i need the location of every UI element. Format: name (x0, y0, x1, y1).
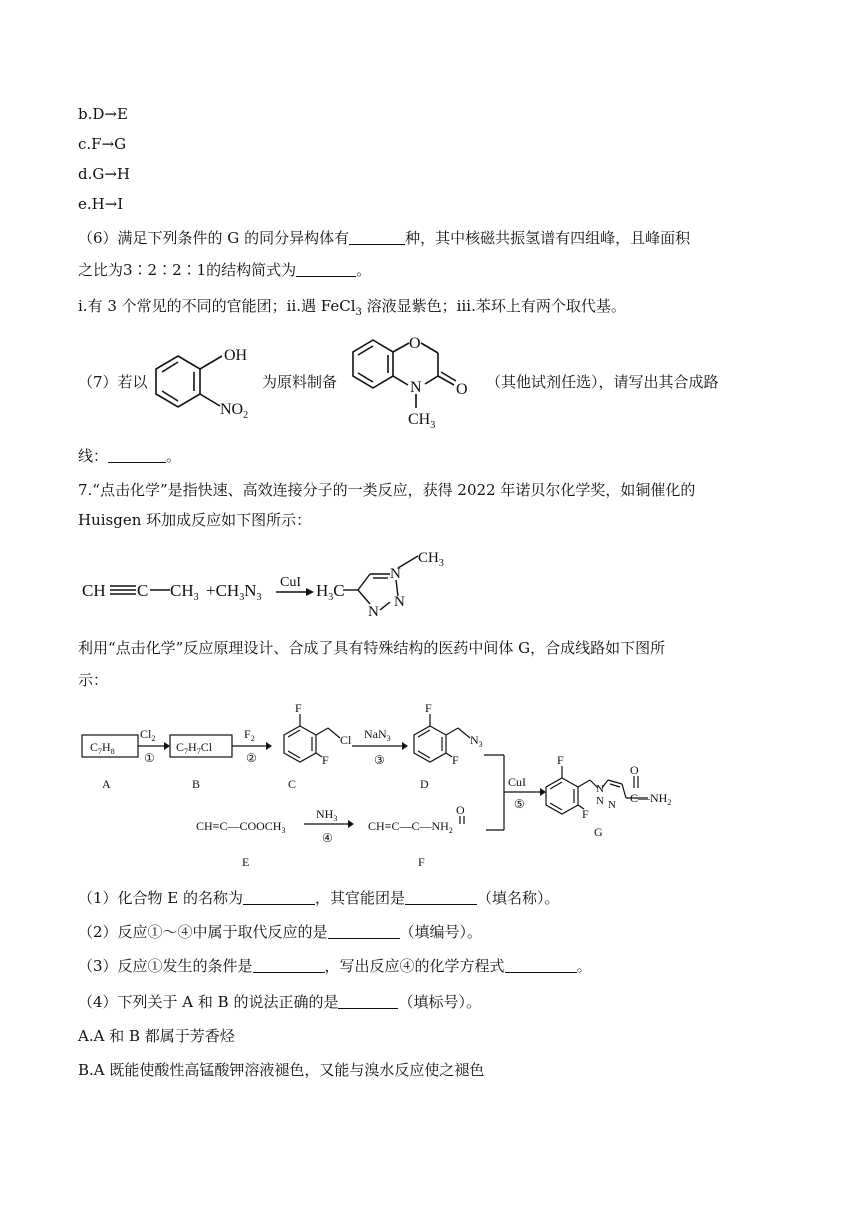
b-s2: 7 (196, 747, 201, 756)
product-structure (348, 330, 478, 436)
q6-cond-sub: 3 (355, 307, 362, 318)
step-3: ③ (374, 753, 385, 767)
q6-conditions (78, 296, 626, 323)
hg-arrowhead (306, 588, 314, 596)
q3-a: （3）反应①发生的条件是 (78, 957, 253, 975)
q2 (78, 922, 482, 942)
p7-route-1: 利用“点击化学”反应原理设计、合成了具有特殊结构的医药中间体 G，合成线路如下图所 (78, 639, 666, 657)
q3-c: 。 (576, 957, 592, 975)
q7-text-end: 。 (166, 447, 182, 465)
box-B (176, 740, 213, 756)
hg-plus: +CH (206, 581, 240, 600)
d-n3 (470, 733, 483, 749)
option-e: e.H→I (78, 195, 124, 213)
q2-blank (328, 924, 400, 939)
q6-cond-tail: 溶液显紫色；ⅲ.苯环上有两个取代基。 (361, 297, 626, 315)
a-s1: 7 (98, 747, 103, 756)
q6-cond-text: ⅰ.有 3 个常见的不同的官能团；ⅱ.遇 FeCl (78, 297, 356, 315)
step-4: ④ (322, 831, 333, 845)
a-s2: 8 (110, 747, 115, 756)
q1 (78, 888, 560, 908)
g-n2: N (596, 795, 604, 807)
box-A (90, 740, 115, 756)
option-A: A.A 和 B 都属于芳香烃 (78, 1027, 235, 1045)
oh-label: OH (224, 347, 248, 364)
q4-a: （4）下列关于 A 和 B 的说法正确的是 (78, 993, 339, 1011)
label-B: B (192, 777, 201, 791)
label-C: C (288, 777, 297, 791)
huisgen-reaction (78, 540, 498, 624)
no2-text: NO (220, 401, 244, 418)
label-F: F (418, 855, 425, 869)
q7-prefix: （7）若以 (78, 373, 148, 391)
a-c: C (90, 740, 99, 754)
q7-blank (108, 448, 166, 463)
q6-text-a: （6）满足下列条件的 G 的同分异构体有 (78, 229, 350, 247)
cl2-t: Cl (140, 727, 152, 741)
step-5: ⑤ (514, 797, 525, 811)
hg-h: H (316, 581, 329, 600)
reagent-cui: CuI (508, 775, 526, 789)
option-b: b.D→E (78, 105, 128, 123)
f2-s: 2 (250, 734, 255, 743)
reactant-structure (148, 336, 258, 426)
hg-me-s: 3 (438, 558, 444, 569)
ch3-text: CH (408, 411, 431, 428)
c-f-bottom: F (322, 753, 329, 767)
benzoxazinone-svg (348, 330, 478, 432)
option-d: d.G→H (78, 165, 131, 183)
q4-b: （填标号）。 (398, 993, 481, 1011)
option-B: B.A 既能使酸性高锰酸钾溶液褪色，又能与溴水反应使之褪色 (78, 1061, 485, 1079)
label-G: G (594, 825, 603, 839)
f-sub: 2 (448, 826, 453, 835)
hg-ch3 (170, 581, 199, 603)
q3 (78, 956, 592, 976)
hg-c: C (137, 581, 149, 600)
nitrophenol-svg (148, 336, 258, 422)
keto-o-label: O (456, 381, 468, 398)
hg-n: N (244, 581, 257, 600)
reagent-cl2 (140, 727, 155, 743)
q1-blank2 (405, 890, 477, 905)
hg-ch3-s: 3 (193, 592, 199, 603)
q1-blank1 (243, 890, 315, 905)
f2-t: F (244, 727, 251, 741)
g-n3: N (608, 799, 616, 811)
q7-line2 (78, 446, 181, 466)
q7-suffix: （其他试剂任选），请写出其合成路 (486, 373, 719, 391)
nan3-s: 3 (386, 734, 391, 743)
q6-line1 (78, 228, 690, 248)
hg-c2: C (333, 581, 345, 600)
nan3-t: NaN (364, 727, 387, 741)
reagent-nan3 (364, 727, 391, 743)
g-f-top: F (557, 753, 564, 767)
option-c: c.F→G (78, 135, 127, 153)
cl2-s: 2 (151, 734, 156, 743)
d-f-bottom: F (452, 753, 459, 767)
b-s1: 7 (184, 747, 189, 756)
synthesis-scheme (78, 700, 718, 884)
hg-me (418, 550, 444, 569)
hg-mea-s: 3 (239, 592, 245, 603)
hg-n3: N (368, 604, 379, 620)
q4-blank (338, 994, 398, 1009)
g-tail: C—NH (630, 791, 668, 805)
ch3-label (408, 411, 435, 431)
g-n1: N (596, 783, 604, 795)
label-D: D (420, 777, 429, 791)
q7-text-line: 线： (78, 447, 109, 465)
q6-blank2 (296, 262, 356, 277)
hg-h-s: 3 (328, 592, 334, 603)
q1-a: （1）化合物 E 的名称为 (78, 889, 244, 907)
d-n3-t: N (470, 733, 479, 747)
compound-F (368, 819, 453, 835)
g-amide (630, 791, 671, 807)
label-A: A (102, 777, 111, 791)
hg-n2: N (394, 594, 405, 610)
hg-me-t: CH (418, 550, 439, 566)
c-f-top: F (295, 701, 302, 715)
q3-blank1 (253, 958, 325, 973)
ch3-sub: 3 (430, 420, 436, 431)
q6-text-b: 种，其中核磁共振氢谱有四组峰，且峰面积 (405, 229, 691, 247)
label-E: E (242, 855, 250, 869)
e-text: CH≡C—COOCH (196, 819, 282, 833)
q3-b: ，写出反应④的化学方程式 (324, 957, 505, 975)
scheme-svg (78, 700, 718, 880)
c-cl: Cl (340, 733, 352, 747)
n-label: N (410, 379, 422, 396)
reagent-f2 (244, 727, 255, 743)
q1-b: ，其官能团是 (315, 889, 406, 907)
d-f-top: F (425, 701, 432, 715)
p7-intro-2: Huisgen 环加成反应如下图所示： (78, 511, 312, 529)
nh3-s: 3 (333, 814, 338, 823)
reagent-nh3 (316, 807, 337, 823)
q4 (78, 992, 481, 1012)
step-1: ① (144, 751, 155, 765)
hg-mea (206, 581, 261, 603)
q6-text-c: 之比为3∶2∶2∶1的结构简式为 (78, 261, 297, 279)
f-o: O (456, 803, 465, 817)
g-sub: 2 (667, 798, 672, 807)
no2-label (220, 401, 248, 421)
hg-ch: CH (82, 581, 106, 600)
b-h: H (188, 740, 197, 754)
compound-E (196, 819, 285, 835)
hg-h3c (316, 581, 345, 603)
hg-n-s: 3 (256, 592, 262, 603)
g-f-bottom: F (582, 807, 589, 821)
ring-o-label: O (409, 335, 421, 352)
p7-route-2: 示： (78, 671, 109, 689)
g-o: O (630, 763, 639, 777)
q2-a: （2）反应①～④中属于取代反应的是 (78, 923, 328, 941)
hg-n1: N (390, 566, 401, 582)
huisgen-svg (78, 540, 498, 620)
b-c: C (176, 740, 185, 754)
q3-blank2 (505, 958, 577, 973)
hg-ch3-t: CH (170, 581, 194, 600)
f-text: CH≡C—C—NH (368, 819, 449, 833)
q2-b: （填编号）。 (399, 923, 483, 941)
q6-line2 (78, 260, 371, 280)
step-2: ② (246, 751, 257, 765)
hg-cui: CuI (280, 575, 301, 590)
b-cl: Cl (200, 740, 213, 754)
q1-c: （填名称）。 (477, 889, 560, 907)
a-h: H (102, 740, 111, 754)
q7-mid: 为原料制备 (262, 373, 338, 391)
e-sub: 3 (281, 826, 286, 835)
q6-text-d: 。 (356, 261, 372, 279)
no2-sub: 2 (243, 410, 249, 421)
p7-intro-1: 7.“点击化学”是指快速、高效连接分子的一类反应，获得 2022 年诺贝尔化学奖，如铜催化的 (78, 481, 696, 499)
d-n3-s: 3 (478, 740, 483, 749)
q6-blank1 (349, 230, 405, 245)
nh3-t: NH (316, 807, 334, 821)
